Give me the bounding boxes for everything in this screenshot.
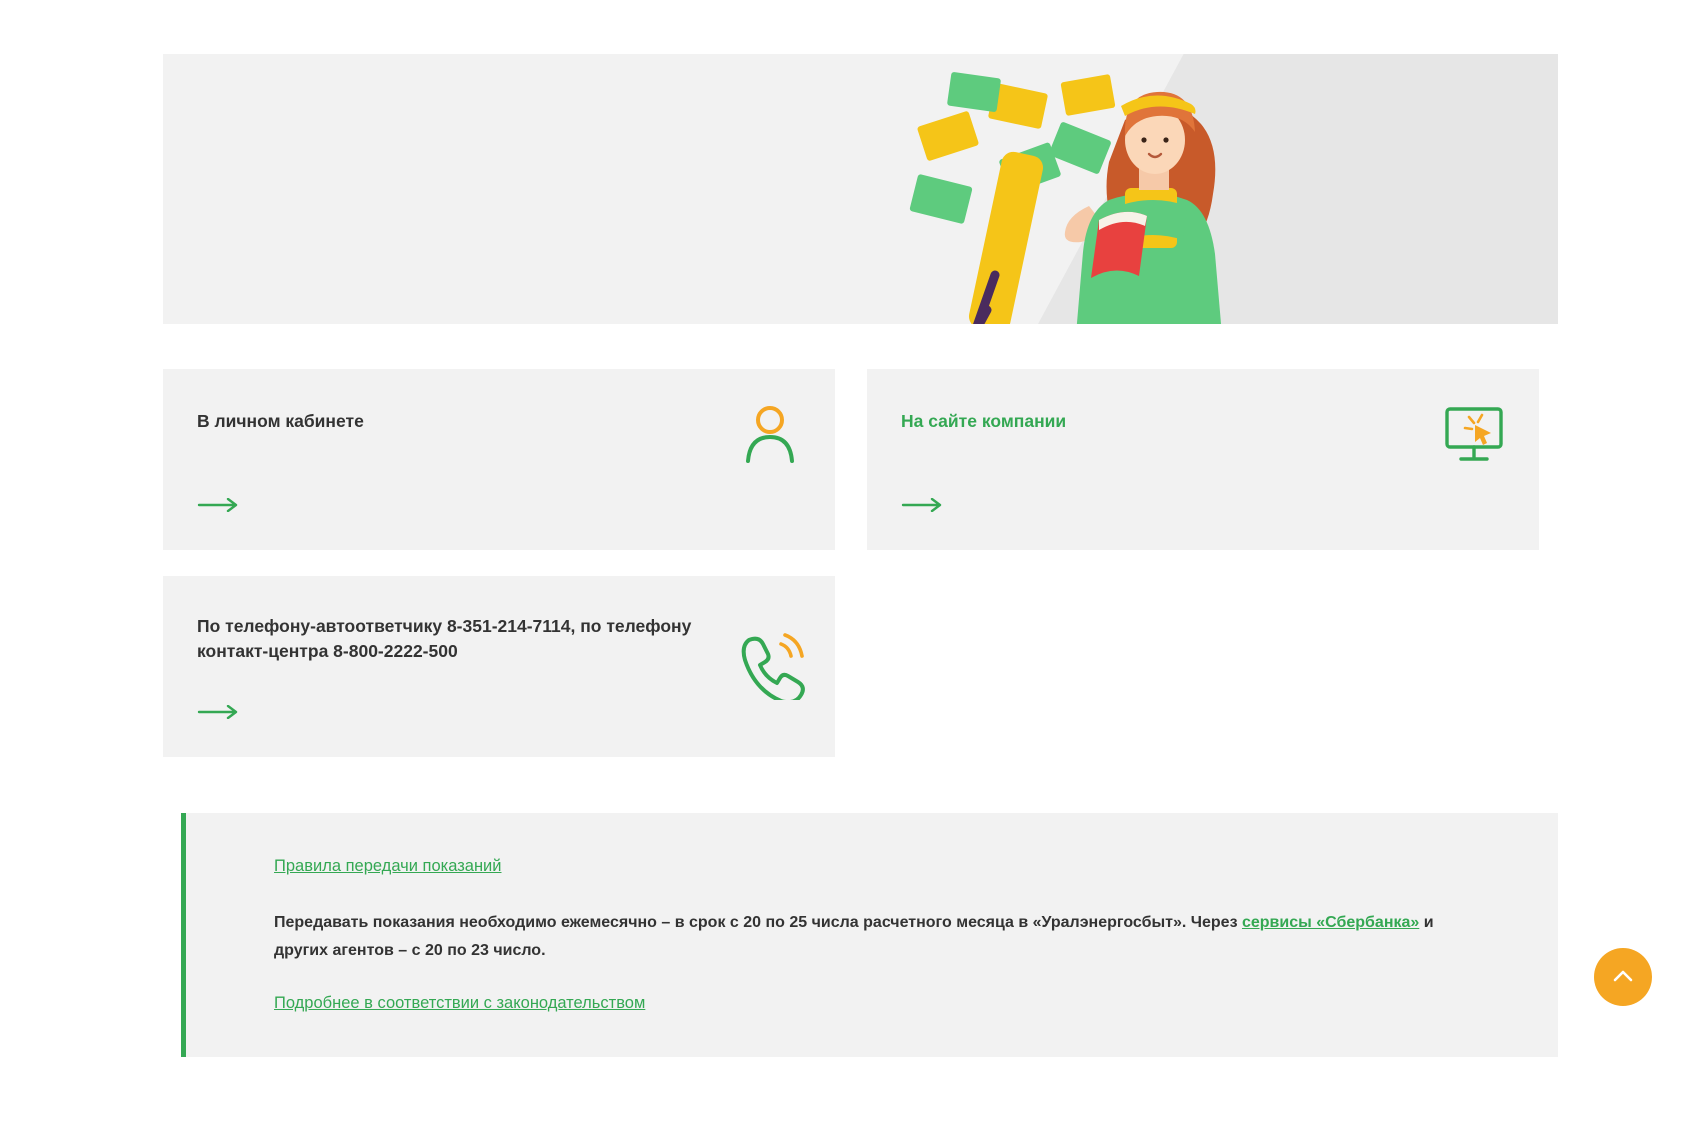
page-container: [22, 10, 1676, 1120]
card-phone[interactable]: [163, 576, 835, 757]
arrow-right-icon[interactable]: [197, 705, 241, 719]
card-personal-cabinet[interactable]: [163, 369, 835, 550]
phone-ringing-icon: [735, 630, 809, 700]
hero-illustration-icon: [903, 70, 1363, 324]
card-title-phone: По телефону-автоответчику 8-351-214-7114, по телефону контакт-центра 8-800-2222-500: [197, 616, 692, 662]
info-paragraph: [274, 909, 1464, 964]
info-content: [274, 857, 1474, 1013]
card-company-site[interactable]: [867, 369, 1539, 550]
user-account-icon: [737, 401, 803, 467]
arrow-right-icon[interactable]: [901, 498, 945, 512]
card-title-company-site: На сайте компании: [901, 411, 1067, 431]
info-text-part2: и других агентов – с 20 по 23 число.: [274, 914, 1434, 959]
link-sberbank-services[interactable]: сервисы «Сбербанка»: [1241, 914, 1420, 931]
info-text-part1: Передавать показания необходимо ежемесячно – в срок с 20 по 25 числа расчетного месяца в «Уралэнергосбыт». Через: [274, 914, 1242, 931]
card-title-personal-cabinet: В личном кабинете: [197, 411, 364, 431]
info-panel: [181, 813, 1558, 1057]
hero-banner: [163, 54, 1558, 324]
link-rules-of-submission[interactable]: Правила передачи показаний: [274, 857, 502, 875]
chevron-up-icon: [1610, 964, 1636, 990]
monitor-cursor-icon: [1441, 401, 1507, 467]
scroll-to-top-button[interactable]: [1594, 948, 1652, 1006]
arrow-right-icon[interactable]: [197, 498, 241, 512]
link-legislation-details[interactable]: Подробнее в соответствии с законодательством: [274, 994, 646, 1013]
